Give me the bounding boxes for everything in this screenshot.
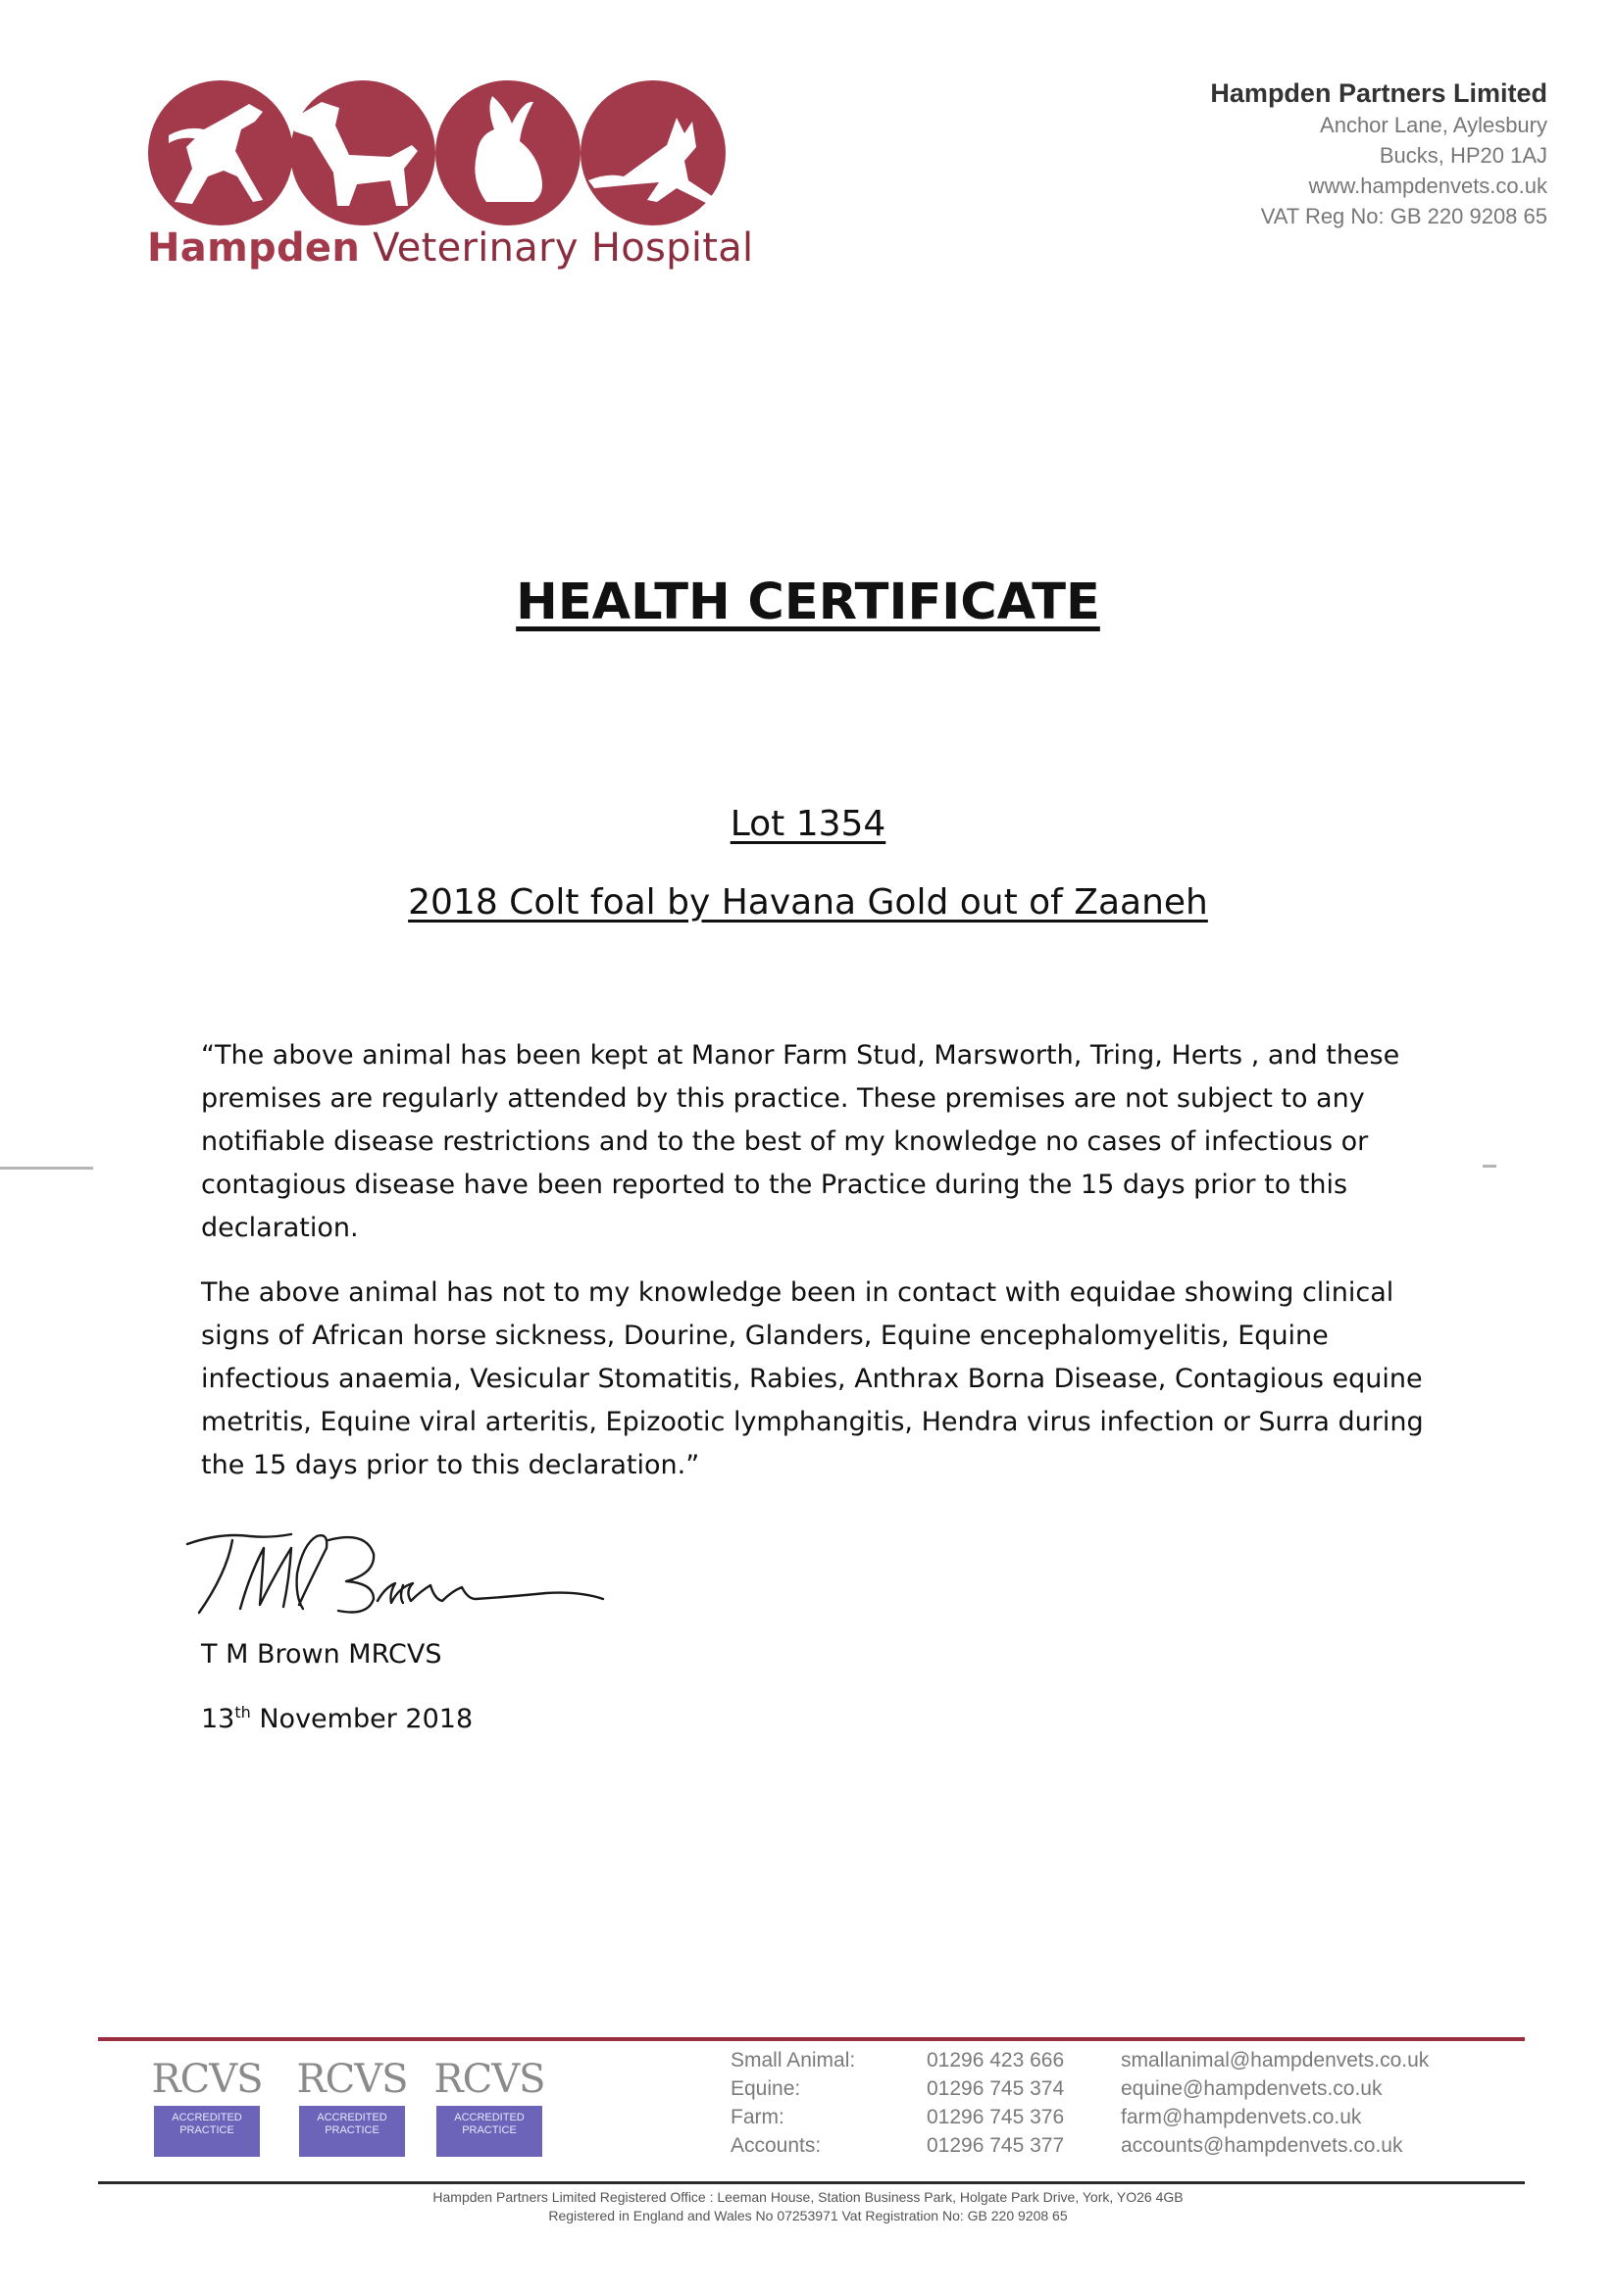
date-month-year: November 2018 bbox=[250, 1704, 474, 1734]
signature-text: TM Brown bbox=[181, 1515, 186, 1516]
contact-label: Equine: bbox=[731, 2077, 801, 2100]
address-line-1: Anchor Lane, Aylesbury bbox=[1320, 113, 1547, 137]
registration-numbers-line: Registered in England and Wales No 07253971 Vat Registration No: GB 220 9208 65 bbox=[548, 2208, 1068, 2223]
contact-email: farm@hampdenvets.co.uk bbox=[1121, 2106, 1362, 2128]
contact-email: accounts@hampdenvets.co.uk bbox=[1121, 2134, 1403, 2157]
accreditation-band: ACCREDITED PRACTICE bbox=[299, 2106, 405, 2157]
practice-name-bold: Hampden bbox=[147, 225, 361, 271]
date-day: 13 bbox=[201, 1704, 235, 1734]
accreditation-band: ACCREDITED PRACTICE bbox=[154, 2106, 260, 2157]
declaration-paragraph-2: The above animal has not to my knowledge been in contact with equidae showing clinical signs of African horse sickness, Dourine, Glanders, Equine encephalomyelitis, Equine infectious anaemia, Vesicular Stomatitis, Rabies, Anthrax Borna Disease, Contagious equine metritis, Equine viral arteritis, Epizootic lymphangitis, Hendra virus infection or Surra during the 15 days prior to this declaration.” bbox=[201, 1277, 1424, 1480]
horse-icon bbox=[148, 80, 293, 225]
document-title: HEALTH CERTIFICATE bbox=[516, 574, 1100, 631]
practice-logo bbox=[147, 78, 754, 289]
rcvs-logo: RCVS bbox=[433, 2057, 545, 2102]
company-website: www.hampdenvets.co.uk bbox=[1308, 174, 1547, 198]
practice-name-rest: Veterinary Hospital bbox=[360, 225, 754, 271]
signer-name: T M Brown MRCVS bbox=[201, 1639, 442, 1670]
company-address-block bbox=[1210, 76, 1547, 231]
contact-email: smallanimal@hampdenvets.co.uk bbox=[1121, 2049, 1430, 2071]
certificate-date bbox=[201, 1703, 473, 1734]
contact-phone: 01296 745 376 bbox=[927, 2106, 1065, 2128]
animal-description: 2018 Colt foal by Havana Gold out of Zaaneh bbox=[408, 882, 1208, 923]
registered-office-info bbox=[0, 2188, 1616, 2225]
company-name: Hampden Partners Limited bbox=[1210, 78, 1547, 108]
contact-phone: 01296 745 374 bbox=[927, 2077, 1065, 2100]
rcvs-badge bbox=[425, 2057, 554, 2167]
logo-animals-graphic bbox=[147, 78, 735, 225]
date-suffix: th bbox=[234, 1703, 251, 1722]
scan-mark-right bbox=[1483, 1165, 1496, 1168]
certificate-body bbox=[201, 1034, 1446, 1509]
footer-rule-top bbox=[98, 2037, 1525, 2041]
scan-mark-left bbox=[0, 1167, 93, 1170]
contact-phone: 01296 745 377 bbox=[927, 2134, 1065, 2157]
rcvs-logo: RCVS bbox=[296, 2057, 408, 2102]
handwritten-signature bbox=[181, 1515, 613, 1632]
lot-number: Lot 1354 bbox=[730, 804, 886, 844]
practice-name bbox=[147, 225, 753, 271]
contact-phone: 01296 423 666 bbox=[927, 2049, 1065, 2071]
rabbit-icon bbox=[435, 80, 581, 225]
cat-icon bbox=[581, 80, 726, 225]
contact-label: Farm: bbox=[731, 2106, 784, 2128]
accreditation-band: ACCREDITED PRACTICE bbox=[436, 2106, 542, 2157]
rcvs-logo: RCVS bbox=[151, 2057, 263, 2102]
vat-number: VAT Reg No: GB 220 9208 65 bbox=[1260, 204, 1547, 228]
dog-icon bbox=[290, 80, 435, 225]
rcvs-badge bbox=[142, 2057, 272, 2167]
rcvs-badge bbox=[287, 2057, 417, 2167]
registered-office-line: Hampden Partners Limited Registered Office : Leeman House, Station Business Park, Holgate Park Drive, York, YO26 4GB bbox=[432, 2189, 1184, 2205]
rcvs-accreditation-badges bbox=[142, 2057, 564, 2167]
address-line-2: Bucks, HP20 1AJ bbox=[1379, 143, 1547, 168]
contact-email: equine@hampdenvets.co.uk bbox=[1121, 2077, 1383, 2100]
contact-label: Accounts: bbox=[731, 2134, 822, 2157]
declaration-paragraph-1: “The above animal has been kept at Manor Farm Stud, Marsworth, Tring, Herts , and these premises are regularly attended by this practice. These premises are not subject to any notifiable disease restrictions and to the best of my knowledge no cases of infectious or contagious disease have been reported to the Practice during the 15 days prior to this declaration. bbox=[201, 1040, 1400, 1243]
footer-rule-bottom bbox=[98, 2181, 1525, 2184]
contact-label: Small Animal: bbox=[731, 2049, 856, 2071]
